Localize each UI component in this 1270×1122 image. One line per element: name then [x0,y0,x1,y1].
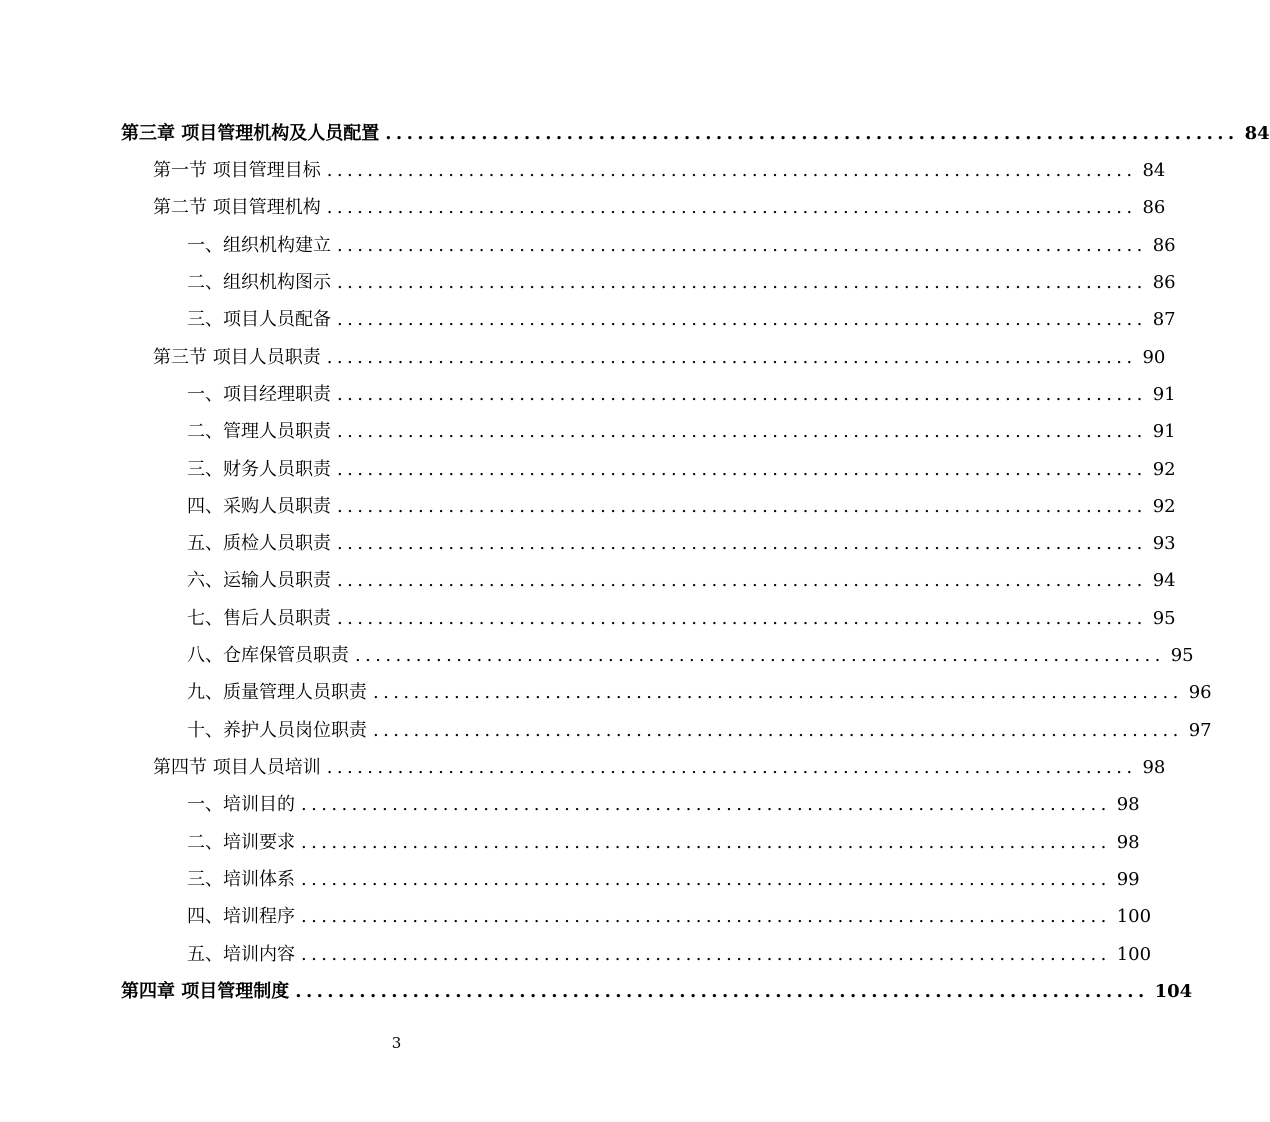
toc-entry-title: 一、组织机构建立 [187,235,331,256]
toc-entry[interactable] [187,828,1140,858]
toc-entry[interactable] [187,231,1176,261]
toc-leader-dots: ................................................................................ [373,720,1183,741]
toc-entry-page: 84 [1244,123,1270,144]
toc-entry-page: 100 [1116,906,1152,927]
toc-entry-title: 四、培训程序 [187,906,295,927]
toc-leader-dots: ................................................................................ [337,309,1147,330]
toc-entry-title: 十、养护人员岗位职责 [187,720,367,741]
toc-entry[interactable] [121,977,1193,1007]
toc-entry-title: 二、组织机构图示 [187,272,331,293]
toc-leader-dots: ................................................................................ [337,384,1147,405]
toc-entry[interactable] [187,455,1176,485]
toc-entry[interactable] [121,119,1270,149]
toc-leader-dots: ................................................................................ [301,906,1111,927]
toc-entry-title: 二、培训要求 [187,832,295,853]
page-number: 3 [391,1034,402,1052]
toc-entry[interactable] [187,940,1152,970]
toc-entry-title: 第一节 项目管理目标 [153,160,321,181]
toc-entry-page: 98 [1116,794,1140,815]
toc-entry[interactable] [187,492,1176,522]
toc-leader-dots: ................................................................................ [385,123,1239,144]
toc-entry-title: 三、培训体系 [187,869,295,890]
toc-entry-page: 104 [1154,981,1193,1002]
toc-leader-dots: ................................................................................ [301,944,1111,965]
toc-entry-page: 86 [1152,235,1176,256]
toc-entry-title: 一、培训目的 [187,794,295,815]
toc-entry[interactable] [187,790,1140,820]
toc-entry-page: 87 [1152,309,1176,330]
toc-entry-page: 100 [1116,944,1152,965]
toc-entry[interactable] [187,678,1212,708]
toc-entry-title: 八、仓库保管员职责 [187,645,349,666]
toc-entry[interactable] [187,529,1176,559]
toc-entry[interactable] [187,716,1212,746]
toc-leader-dots: ................................................................................ [337,533,1147,554]
toc-entry-title: 五、培训内容 [187,944,295,965]
toc-entry-title: 一、项目经理职责 [187,384,331,405]
toc-entry[interactable] [187,902,1152,932]
toc-entry-title: 第四节 项目人员培训 [153,757,321,778]
toc-entry-title: 五、质检人员职责 [187,533,331,554]
toc-entry-page: 95 [1170,645,1194,666]
toc-entry[interactable] [187,268,1176,298]
toc-entry-title: 四、采购人员职责 [187,496,331,517]
toc-leader-dots: ................................................................................ [295,981,1149,1002]
toc-entry-title: 三、财务人员职责 [187,459,331,480]
toc-entry-title: 九、质量管理人员职责 [187,682,367,703]
toc-entry-title: 第二节 项目管理机构 [153,197,321,218]
toc-entry-page: 96 [1188,682,1212,703]
toc-entry-page: 91 [1152,384,1176,405]
toc-entry-title: 三、项目人员配备 [187,309,331,330]
toc-leader-dots: ................................................................................ [326,197,1137,218]
toc-entry[interactable] [187,604,1176,634]
toc-leader-dots: ................................................................................ [301,869,1111,890]
toc-leader-dots: ................................................................................ [337,459,1147,480]
toc-entry-page: 84 [1142,160,1166,181]
toc-leader-dots: ................................................................................ [337,496,1147,517]
toc-entry-page: 94 [1152,570,1176,591]
toc-entry-title: 六、运输人员职责 [187,570,331,591]
toc-entry[interactable] [187,380,1176,410]
toc-entry-title: 七、售后人员职责 [187,608,331,629]
toc-entry-title: 第四章 项目管理制度 [121,981,290,1002]
toc-entry-page: 86 [1142,197,1166,218]
toc-entry[interactable] [187,305,1176,335]
toc-leader-dots: ................................................................................ [337,235,1147,256]
toc-entry-page: 91 [1152,421,1176,442]
toc-entry-page: 90 [1142,347,1166,368]
toc-entry-page: 92 [1152,496,1176,517]
toc-leader-dots: ................................................................................ [337,272,1147,293]
toc-leader-dots: ................................................................................ [337,421,1147,442]
toc-entry-page: 97 [1188,720,1212,741]
toc-leader-dots: ................................................................................ [326,757,1137,778]
toc-entry-page: 93 [1152,533,1176,554]
toc-entry[interactable] [153,156,1166,186]
toc-entry-page: 86 [1152,272,1176,293]
toc-entry[interactable] [153,753,1166,783]
toc-entry-page: 99 [1116,869,1140,890]
toc-entry-title: 第三节 项目人员职责 [153,347,321,368]
toc-entry-page: 92 [1152,459,1176,480]
toc-entry[interactable] [153,193,1166,223]
toc-leader-dots: ................................................................................ [355,645,1165,666]
toc-leader-dots: ................................................................................ [373,682,1183,703]
toc-entry[interactable] [187,865,1140,895]
toc-entry-page: 98 [1142,757,1166,778]
toc-leader-dots: ................................................................................ [301,794,1111,815]
toc-leader-dots: ................................................................................ [337,570,1147,591]
toc-leader-dots: ................................................................................ [337,608,1147,629]
toc-entry-title: 二、管理人员职责 [187,421,331,442]
toc-entry[interactable] [187,566,1176,596]
toc-leader-dots: ................................................................................ [301,832,1111,853]
toc-entry-page: 98 [1116,832,1140,853]
toc-entry[interactable] [153,343,1166,373]
toc-entry[interactable] [187,417,1176,447]
toc-entry[interactable] [187,641,1194,671]
toc-entry-page: 95 [1152,608,1176,629]
toc-leader-dots: ................................................................................ [326,347,1137,368]
toc-entry-title: 第三章 项目管理机构及人员配置 [121,123,380,144]
toc-leader-dots: ................................................................................ [326,160,1137,181]
